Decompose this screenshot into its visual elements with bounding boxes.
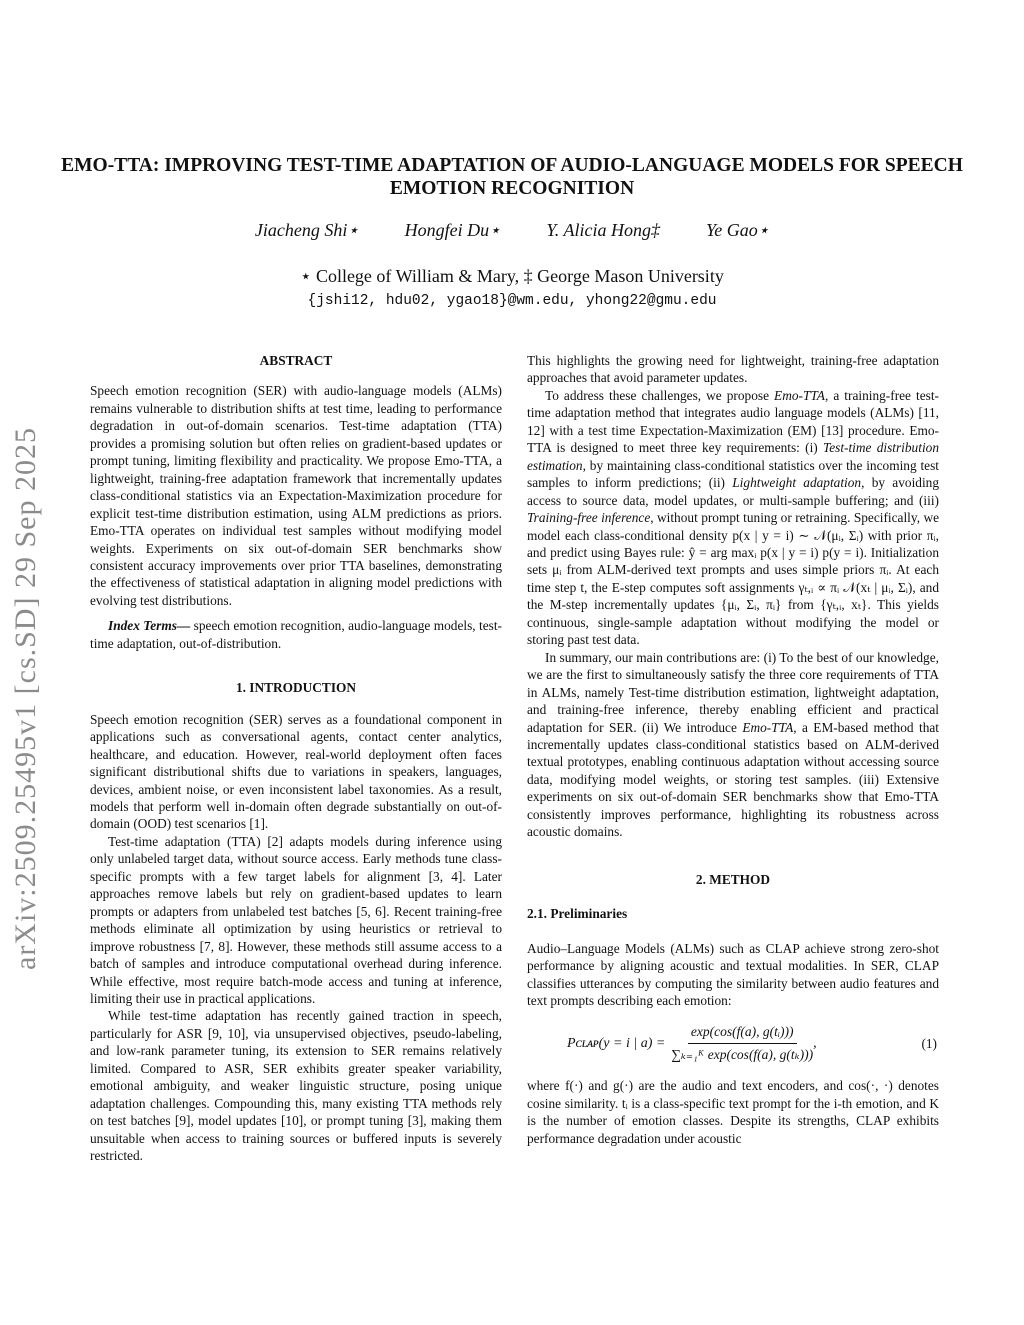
equation-number: (1) (921, 1035, 937, 1051)
author-name: Jiacheng Shi⋆ (254, 220, 359, 240)
method-paragraph: where f(·) and g(·) are the audio and text encoders, and cos(·, ·) denotes cosine similarity. tᵢ is a class-specific text prompt for the i-th emotion, and K is the number of emotion classes. Despite its strengths, CLAP exhibits performance degradation under acoustic (527, 1078, 939, 1146)
equation-lhs: Pᴄʟᴀᴘ(y = i | a) = (567, 1035, 666, 1051)
index-terms-label: Index Terms— (108, 618, 191, 634)
author-name: Hongfei Du⋆ (404, 220, 501, 240)
equation-1: Pᴄʟᴀᴘ(y = i | a) = $\frac{\text{exp(cos(f(a), g(tᵢ)))}}{\text{∑ₖ₌₁ᴷ exp(cos(f(a), g(tₖ)))}}$ , (1) (567, 1024, 937, 1062)
equation-numerator: exp(cos(f(a), g(tᵢ))) (688, 1023, 797, 1043)
intro-paragraph: This highlights the growing need for lightweight, training-free adaptation approaches that avoid parameter updates. (527, 353, 939, 386)
left-column (90, 352, 502, 1164)
author-name: Y. Alicia Hong‡ (546, 220, 660, 240)
abstract-text: Speech emotion recognition (SER) with audio-language models (ALMs) remains vulnerable to distribution shifts at test time, leading to performance degradation in out-of-domain scenarios. Test-time adaptation (TTA) provides a promising solution but often relies on gradient-based updates or prompt tuning, limiting flexibility and practicality. We propose Emo-TTA, a lightweight, training-free adaptation framework that incrementally updates class-conditional statistics via an Expectation-Maximization procedure for explicit test-time distribution estimation, using ALM predictions as priors. Emo-TTA operates on individual test samples without modifying model weights. Experiments on six out-of-domain SER benchmarks show consistent accuracy improvements over prior TTA baselines, demonstrating the effectiveness of statistical adaptation in aligning model predictions with evolving test distributions. (90, 383, 502, 608)
preliminaries-heading: 2.1. Preliminaries (527, 906, 628, 922)
right-column (527, 352, 939, 1147)
intro-paragraph: To address these challenges, we propose Emo-TTA, a training-free test-time adaptation method that integrates audio language models (ALMs) [11, 12] with a test time Expectation-Maximization (EM) [13] procedure. Emo-TTA is designed to meet three key requirements: (i) Test-time distribution estimation, by maintaining class-conditional statistics over the incoming test samples to inform predictions; (ii) Lightweight adaptation, by avoiding access to source data, model updates, or multi-sample buffering; and (iii) Training-free inference, without prompt tuning or retraining. Specifically, we model each class-conditional density p(x | y = i) ∼ 𝒩(μᵢ, Σᵢ) with prior πᵢ, and predict using Bayes rule: ŷ = arg maxᵢ p(x | y = i) p(y = i). Initialization sets μᵢ from ALM-derived text prompts and uses simple priors πᵢ. At each time step t, the E-step computes soft assignments γₜ,ᵢ ∝ πᵢ 𝒩(xₜ | μᵢ, Σᵢ), and the M-step incrementally updates {μᵢ, Σᵢ, πᵢ} from {γₜ,ᵢ, xₜ}. This yields continuous, single-sample adaptation without modifying the model or storing past test data. (527, 387, 940, 648)
intro-heading: 1. INTRODUCTION (235, 680, 357, 696)
abstract-heading: ABSTRACT (259, 353, 333, 368)
author-emails: {jshi12, hdu02, ygao18}@wm.edu, yhong22@gmu.edu (307, 293, 717, 309)
intro-paragraph: In summary, our main contributions are: (i) To the best of our knowledge, we are the first to simultaneously satisfy the three core requirements of TTA in ALMs, namely Test-time distribution estimation, lightweight adaptation, and training-free inference, thereby enabling efficient and practical adaptation for SER. (ii) We introduce Emo-TTA, a EM-based method that incrementally updates class-conditional statistics based on ALM-derived textual prototypes, enabling continuous adaptation without accessing source data, modifying model weights, or storing test samples. (iii) Extensive experiments on six out-of-domain SER benchmarks show that Emo-TTA consistently improves performance, highlighting its robustness across acoustic domains. (527, 649, 939, 840)
author-list (60, 220, 964, 241)
author-name: Ye Gao⋆ (705, 220, 770, 240)
affiliations: ⋆ College of William & Mary, ‡ George Mason University (300, 266, 724, 286)
intro-paragraph: Speech emotion recognition (SER) serves as a foundational component in applications such as conversational agents, contact center analytics, healthcare, and education. However, real-world deployment often faces significant distributional shifts due to variations in speakers, languages, devices, ambient noise, or even inconsistent label taxonomies. As a result, models that perform well in-domain often degrade substantially on out-of-domain (OOD) test scenarios [1]. (90, 711, 502, 832)
equation-denominator: ∑ₖ₌₁ᴷ exp(cos(f(a), g(tₖ))) (671, 1046, 814, 1062)
method-heading: 2. METHOD (695, 871, 771, 887)
equation-fraction (671, 1023, 813, 1063)
index-terms (90, 617, 502, 652)
method-paragraph: Audio–Language Models (ALMs) such as CLAP achieve strong zero-shot performance by aligning acoustic and textual modalities. In SER, CLAP classifies utterances by computing the similarity between audio features and text prompts describing each emotion: (527, 940, 939, 1008)
intro-paragraph: While test-time adaptation has recently gained traction in speech, particularly for ASR [9, 10], via unsupervised objectives, pseudo-labeling, and low-rank parameter tuning, its extension to SER remains relatively limited. Compared to ASR, SER exhibits greater speaker variability, emotional ambiguity, and weaker linguistic structure, posing unique adaptation challenges. Compounding this, many existing TTA methods rely on test batches [9], model updates [10], or prompt tuning [3], making them unsuitable when access to training sources or buffered inputs is severely restricted. (90, 1008, 502, 1164)
arxiv-stamp: arXiv:2509.25495v1 [cs.SD] 29 Sep 2025 (9, 427, 42, 970)
paper-title: EMO-TTA: IMPROVING TEST-TIME ADAPTATION OF AUDIO-LANGUAGE MODELS FOR SPEECH EMOTION RECOGNITION (61, 155, 963, 199)
intro-paragraph: Test-time adaptation (TTA) [2] adapts models during inference using only unlabeled target data, without source access. Early methods tune class-specific prompts with a few target labels for alignment [3, 4]. Later approaches remove labels but rely on gradient-based updates to learn prompts or adapters from unlabeled test batches [5, 6]. Recent training-free methods eliminate all optimization by using heuristics or retrieval to improve robustness [7, 8]. However, these methods still assume access to a batch of samples and introduce computational overhead during inference. While effective, most require batch-mode access and tuning at inference, limiting their use in practical applications. (90, 833, 502, 1006)
index-terms-text: speech emotion recognition, audio-language models, test-time adaptation, out-of-distribution. (90, 618, 502, 651)
